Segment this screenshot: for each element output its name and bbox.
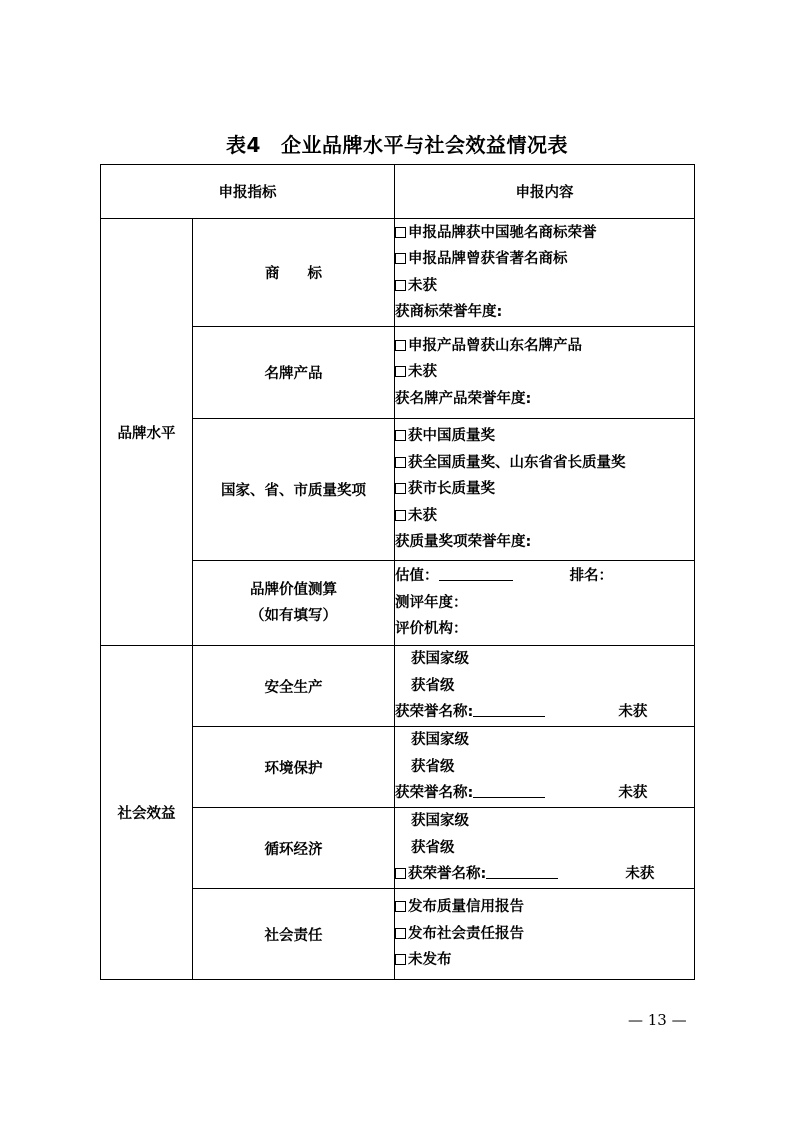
circular-economy-label: 循环经济 xyxy=(193,808,395,889)
not-obtained-option[interactable]: 未获 xyxy=(618,704,648,721)
checkbox-option[interactable]: 未发布 xyxy=(395,947,694,974)
environment-label: 环境保护 xyxy=(193,727,395,808)
trademark-year-field[interactable]: 获商标荣誉年度: xyxy=(395,304,503,320)
quality-award-content xyxy=(395,419,695,561)
safety-content xyxy=(395,646,695,727)
form-table xyxy=(100,164,695,980)
evaluation-year-field[interactable]: 测评年度： xyxy=(395,594,468,611)
checkbox[interactable] xyxy=(395,340,406,351)
evaluation-org-field[interactable]: 评价机构： xyxy=(395,621,468,638)
honor-name-label: 获荣誉名称: xyxy=(395,704,474,721)
estimate-label: 估值： xyxy=(395,568,439,585)
not-obtained-option[interactable]: 未获 xyxy=(625,866,655,883)
checkbox-option[interactable]: 未获 xyxy=(395,359,694,386)
checkbox[interactable] xyxy=(395,280,406,291)
checkbox[interactable] xyxy=(395,928,406,939)
honor-name-label: 获荣誉名称: xyxy=(408,866,487,883)
quality-award-year-field[interactable]: 获质量奖项荣誉年度: xyxy=(395,534,532,551)
estimate-input[interactable] xyxy=(439,566,513,581)
table-row xyxy=(101,646,695,727)
provincial-option[interactable]: 获省级 xyxy=(411,758,455,775)
circular-economy-content xyxy=(395,808,695,889)
national-option[interactable]: 获国家级 xyxy=(411,651,469,668)
checkbox[interactable] xyxy=(395,510,406,521)
group-brand-level: 品牌水平 xyxy=(101,219,193,646)
header-content: 申报内容 xyxy=(395,165,695,219)
checkbox[interactable] xyxy=(395,430,406,441)
table-number: 表4 xyxy=(226,133,261,157)
trademark-content xyxy=(395,219,695,327)
famous-product-label: 名牌产品 xyxy=(193,327,395,419)
group-social-benefit: 社会效益 xyxy=(101,646,193,980)
checkbox[interactable] xyxy=(395,227,406,238)
checkbox-option[interactable]: 未获 xyxy=(395,503,694,530)
quality-award-label: 国家、省、市质量奖项 xyxy=(193,419,395,561)
provincial-option[interactable]: 获省级 xyxy=(411,839,455,856)
checkbox[interactable] xyxy=(395,366,406,377)
brand-value-label: 品牌价值测算 （如有填写） xyxy=(193,561,395,646)
header-row xyxy=(101,165,695,219)
checkbox-option[interactable]: 发布社会责任报告 xyxy=(395,921,694,948)
checkbox[interactable] xyxy=(395,954,406,965)
page-number: — 13 — xyxy=(628,1011,687,1029)
page-title xyxy=(0,129,794,158)
social-responsibility-content xyxy=(395,889,695,980)
honor-name-input[interactable] xyxy=(473,783,545,798)
national-option[interactable]: 获国家级 xyxy=(411,813,469,830)
checkbox-option[interactable]: 未获 xyxy=(395,273,694,300)
checkbox-option[interactable]: 发布质量信用报告 xyxy=(395,894,694,921)
checkbox-option[interactable]: 获中国质量奖 xyxy=(395,423,694,450)
table-title: 企业品牌水平与社会效益情况表 xyxy=(280,133,568,157)
checkbox[interactable] xyxy=(395,868,406,879)
checkbox-option[interactable]: 获全国质量奖、山东省省长质量奖 xyxy=(395,450,694,477)
rank-label[interactable]: 排名： xyxy=(569,568,614,585)
famous-product-year-field[interactable]: 获名牌产品荣誉年度: xyxy=(395,390,532,407)
table-row xyxy=(101,219,695,327)
checkbox-option[interactable]: 申报产品曾获山东名牌产品 xyxy=(395,333,694,360)
environment-content xyxy=(395,727,695,808)
checkbox-option[interactable]: 获市长质量奖 xyxy=(395,476,694,503)
honor-name-input[interactable] xyxy=(486,864,558,879)
honor-name-input[interactable] xyxy=(473,702,545,717)
header-indicator: 申报指标 xyxy=(101,165,395,219)
checkbox-option[interactable]: 申报品牌曾获省著名商标 xyxy=(395,246,694,273)
honor-name-label: 获荣誉名称: xyxy=(395,785,474,802)
checkbox-option[interactable]: 申报品牌获中国驰名商标荣誉 xyxy=(395,220,694,247)
social-responsibility-label: 社会责任 xyxy=(193,889,395,980)
not-obtained-option[interactable]: 未获 xyxy=(618,785,648,802)
national-option[interactable]: 获国家级 xyxy=(411,732,469,749)
brand-value-content xyxy=(395,561,695,646)
famous-product-content xyxy=(395,327,695,419)
checkbox[interactable] xyxy=(395,457,406,468)
provincial-option[interactable]: 获省级 xyxy=(411,677,455,694)
checkbox[interactable] xyxy=(395,901,406,912)
checkbox[interactable] xyxy=(395,483,406,494)
safety-label: 安全生产 xyxy=(193,646,395,727)
checkbox[interactable] xyxy=(395,253,406,264)
trademark-label: 商标 xyxy=(193,219,395,327)
